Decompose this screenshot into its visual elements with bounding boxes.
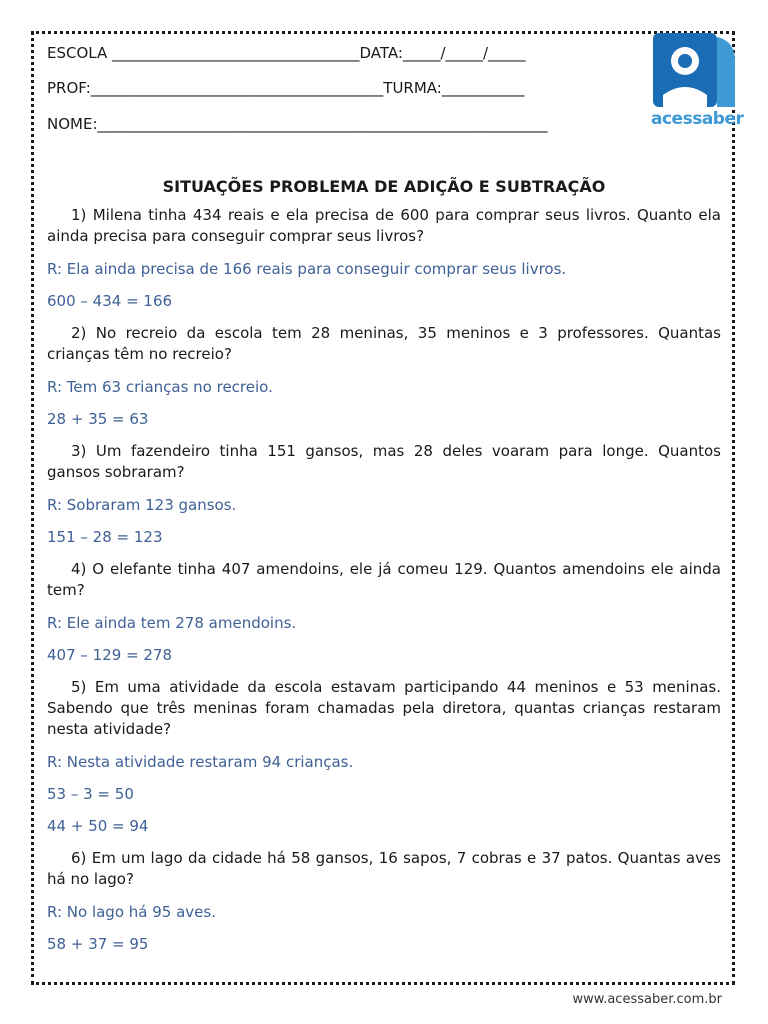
calculation: 58 + 37 = 95 <box>47 935 149 953</box>
problem-4 <box>47 559 721 666</box>
problem-1 <box>47 205 721 312</box>
logo-wordmark: acessaber <box>651 109 744 129</box>
calculation: 44 + 50 = 94 <box>47 817 149 835</box>
question-text: 5) Em uma atividade da escola estavam participando 44 meninos e 53 meninas. Sabendo que três meninas foram chamadas pela diretora, quantas crianças restaram nesta atividade? <box>47 678 721 738</box>
question-text: 6) Em um lago da cidade há 58 gansos, 16 sapos, 7 cobras e 37 patos. Quantas aves há no lago? <box>47 849 721 888</box>
answer-text: R: Ele ainda tem 278 amendoins. <box>47 614 297 632</box>
calculation: 600 – 434 = 166 <box>47 292 173 310</box>
problem-2 <box>47 323 721 430</box>
nome-line: NOME:____________________________________________________________ <box>47 115 548 133</box>
calculation: 53 – 3 = 50 <box>47 785 134 803</box>
calculation: 407 – 129 = 278 <box>47 646 173 664</box>
escola-data-line: ESCOLA _________________________________DATA:_____/_____/_____ <box>47 44 526 62</box>
answer-text: R: No lago há 95 aves. <box>47 903 216 921</box>
page-title: SITUAÇÕES PROBLEMA DE ADIÇÃO E SUBTRAÇÃO <box>162 177 606 196</box>
problem-6 <box>47 848 721 955</box>
answer-text: R: Nesta atividade restaram 94 crianças. <box>47 753 354 771</box>
problems-list <box>47 205 721 966</box>
prof-turma-line: PROF:_______________________________________TURMA:___________ <box>47 79 525 97</box>
calculation: 28 + 35 = 63 <box>47 410 149 428</box>
answer-text: R: Sobraram 123 gansos. <box>47 496 237 514</box>
answer-text: R: Tem 63 crianças no recreio. <box>47 378 273 396</box>
problem-5 <box>47 677 721 837</box>
question-text: 1) Milena tinha 434 reais e ela precisa de 600 para comprar seus livros. Quanto ela ainda precisa para conseguir comprar seus livros? <box>47 206 721 245</box>
calculation: 151 – 28 = 123 <box>47 528 163 546</box>
question-text: 3) Um fazendeiro tinha 151 gansos, mas 28 deles voaram para longe. Quantos gansos sobraram? <box>47 442 721 481</box>
answer-text: R: Ela ainda precisa de 166 reais para conseguir comprar seus livros. <box>47 260 567 278</box>
footer-url: www.acessaber.com.br <box>572 992 722 1007</box>
question-text: 2) No recreio da escola tem 28 meninas, 35 meninos e 3 professores. Quantas crianças têm no recreio? <box>47 324 721 363</box>
question-text: 4) O elefante tinha 407 amendoins, ele já comeu 129. Quantos amendoins ele ainda tem? <box>47 560 721 599</box>
problem-3 <box>47 441 721 548</box>
